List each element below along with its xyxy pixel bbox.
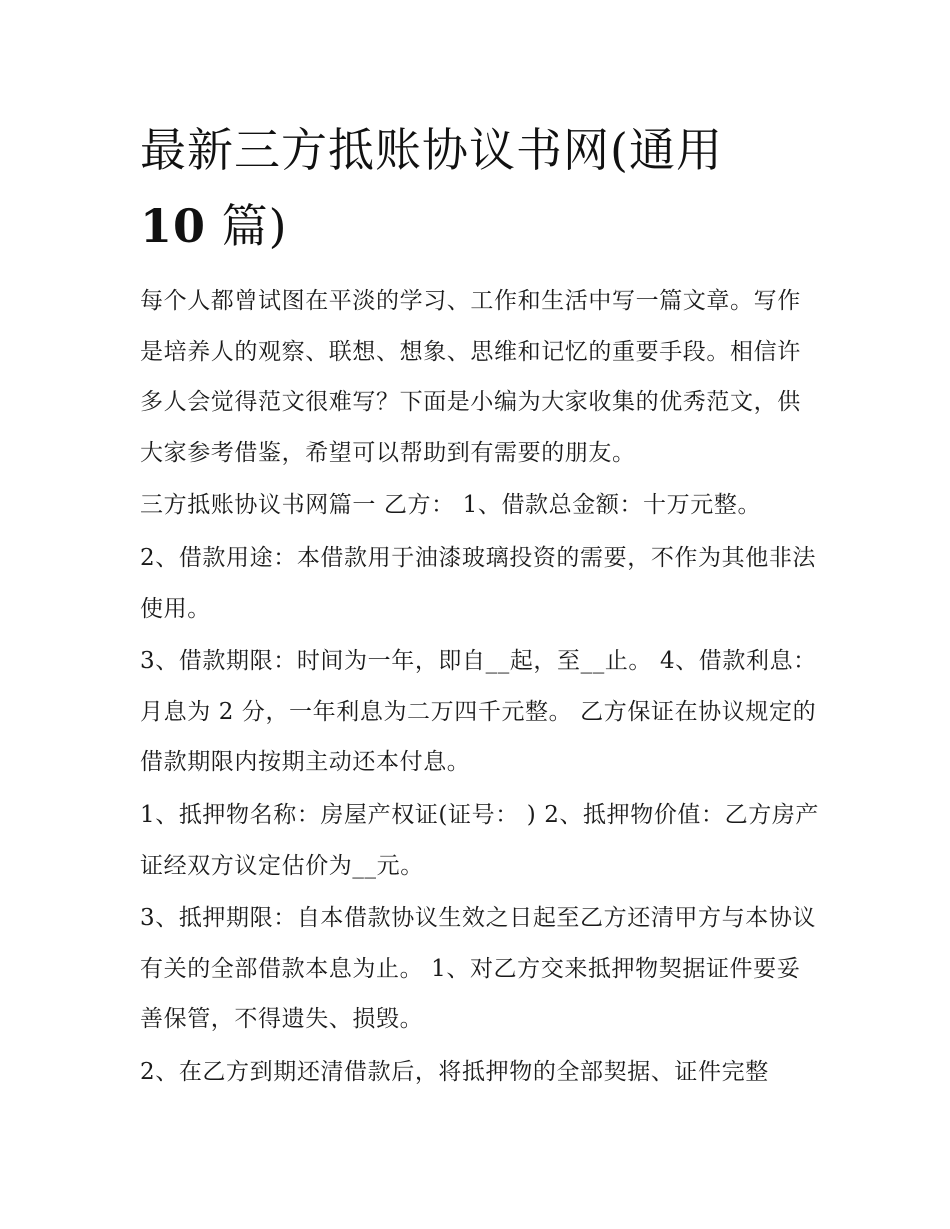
body-paragraph: 3、借款期限：时间为一年，即自__起，至__止。 4、借款利息：月息为 2 分，一年利息为二万四千元整。 乙方保证在协议规定的借款期限内按期主动还本付息。 [140, 648, 817, 776]
title-number: 10 [140, 199, 207, 253]
body-paragraph: 1、抵押物名称：房屋产权证(证号： ) 2、抵押物价值：乙方房产证经双方议定估价为__元。 [140, 801, 820, 879]
body-paragraph: 三方抵账协议书网篇一 乙方： 1、借款总金额：十万元整。 [140, 492, 762, 519]
title-tail: 篇) [221, 199, 288, 253]
intro-paragraph: 每个人都曾试图在平淡的学习、工作和生活中写一篇文章。写作是培养人的观察、联想、想象、思维和记忆的重要手段。相信许多人会觉得范文很难写？下面是小编为大家收集的优秀范文，供大家参考借鉴，希望可以帮助到有需要的朋友。 [140, 288, 801, 466]
body-paragraph: 3、抵押期限：自本借款协议生效之日起至乙方还清甲方与本协议有关的全部借款本息为止。 1、对乙方交来抵押物契据证件要妥善保管，不得遗失、损毁。 [140, 905, 817, 1033]
body-paragraph: 2、借款用途：本借款用于油漆玻璃投资的需要，不作为其他非法使用。 [140, 544, 817, 622]
body-paragraph: 2、在乙方到期还清借款后，将抵押物的全部契据、证件完整 [140, 1058, 769, 1085]
document-title [140, 112, 820, 264]
title-main: 最新三方抵账协议书网(通用 [140, 123, 723, 177]
document-body [140, 276, 820, 1100]
